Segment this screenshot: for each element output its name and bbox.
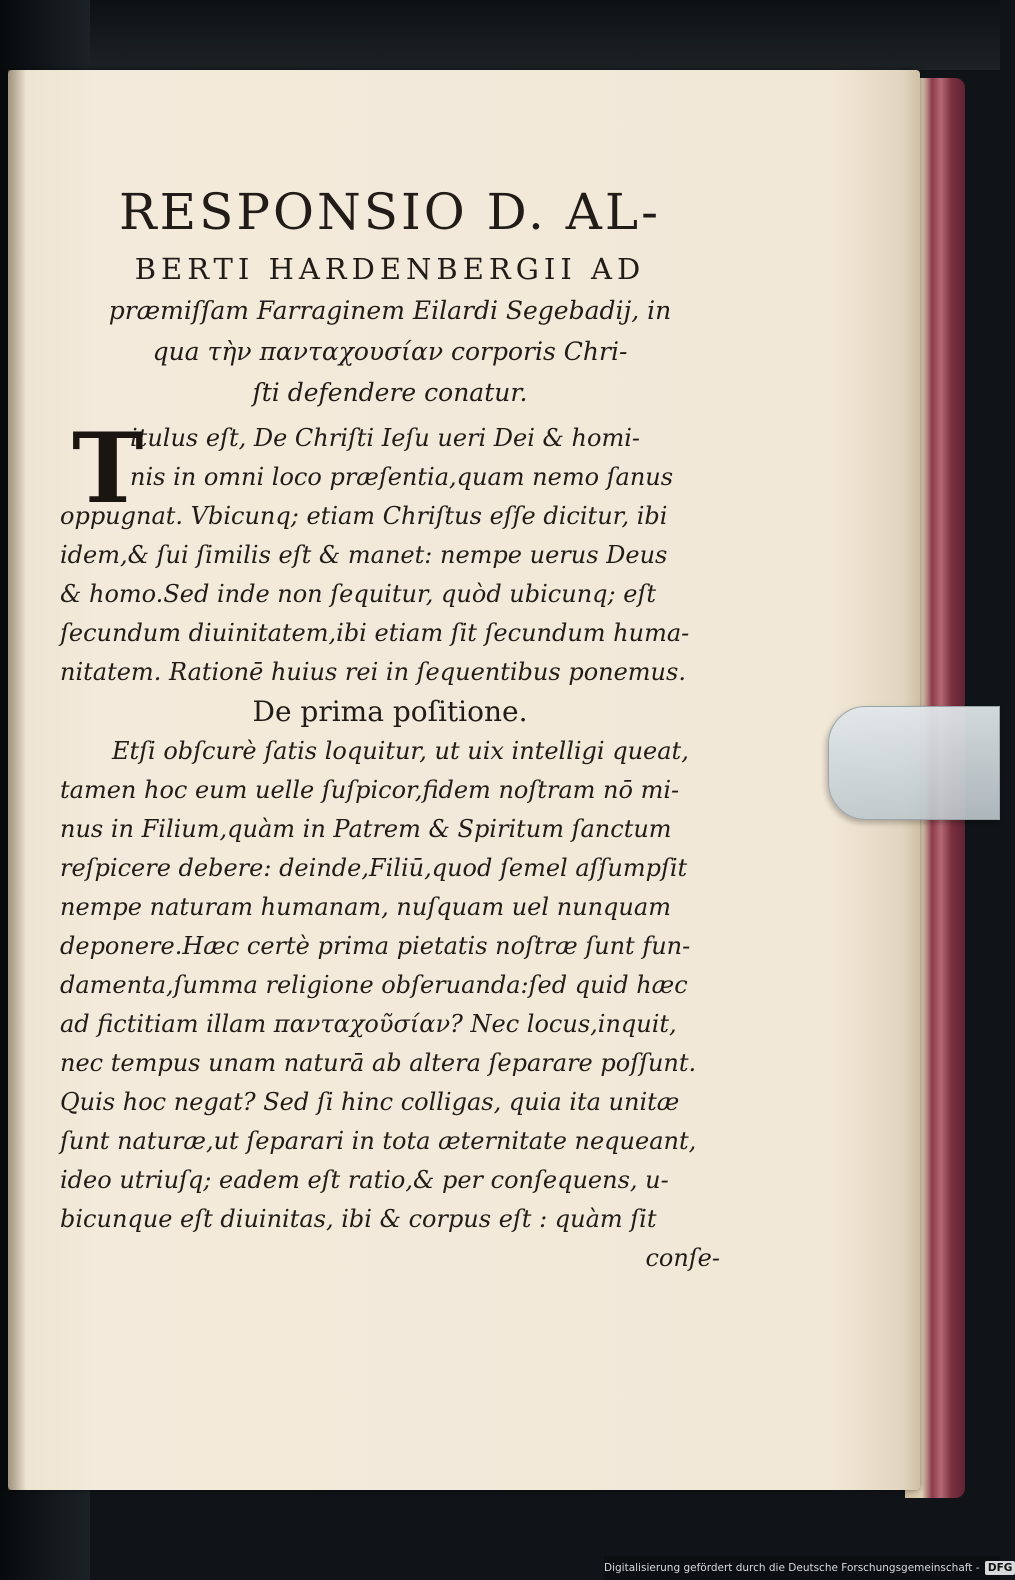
text-line: deponere.Hæc certè prima pietatis noſtræ ſunt fun- [60, 932, 691, 960]
text-line: oppugnat. Vbicunq; etiam Chriſtus eſſe dicitur, ibi [60, 502, 668, 530]
drop-capital: T [72, 412, 144, 525]
title-line-1: RESPONSIO D. AL- [119, 183, 661, 241]
opening-paragraph [60, 412, 720, 692]
title-line-3: præmiſſam Farraginem Eilardi Segebadij, in [108, 296, 672, 325]
text-line: bicunque eſt diuinitas, ibi & corpus eſt : quàm ſit [60, 1205, 657, 1233]
page-text [60, 178, 720, 1278]
scan-background-top [90, 0, 1000, 70]
footer-text: Digitalisierung gefördert durch die Deutsche Forschungsgemeinschaft - [604, 1562, 980, 1574]
dfg-logo: DFG [985, 1561, 1015, 1575]
body-paragraph [60, 732, 720, 1278]
text-line: & homo.Sed inde non ſequitur, quòd ubicunq; eſt [60, 580, 656, 608]
text-line: Etſi obſcurè ſatis loquitur, ut uix intelligi queat, [112, 737, 689, 765]
section-heading: De prima poſitione. [252, 695, 528, 728]
text-line: reſpicere debere: deinde,Filiū,quod ſemel aſſumpſit [60, 854, 688, 882]
text-line: idem,& ſui ſimilis eſt & manet: nempe uerus Deus [60, 541, 668, 569]
catchword: conſe- [645, 1244, 720, 1272]
text-line: ad fictitiam illam πανταχοῦσίαν? Nec locus,inquit, [60, 1010, 677, 1038]
text-line: nis in omni loco præſentia,quam nemo ſanus [130, 463, 674, 491]
text-line: ſecundum diuinitatem,ibi etiam ſit ſecundum huma- [60, 619, 690, 647]
title-line-5: ſti defendere conatur. [252, 378, 528, 407]
text-line: ſunt naturæ,ut ſeparari in tota æternitate nequeant, [60, 1127, 697, 1155]
text-line: tamen hoc eum uelle ſuſpicor,fidem noſtram nō mi- [60, 776, 680, 804]
text-line: nus in Filium,quàm in Patrem & Spiritum ſanctum [60, 815, 672, 843]
text-line: ideo utriuſq; eadem eſt ratio,& per conſequens, u- [60, 1166, 669, 1194]
text-line: nempe naturam humanam, nuſquam uel nunquam [60, 893, 671, 921]
text-line: nitatem. Rationē huius rei in ſequentibus ponemus. [60, 658, 686, 686]
digitization-footer [604, 1556, 1013, 1580]
page-gutter-shadow [8, 70, 26, 1490]
text-line: Quis hoc negat? Sed ſi hinc colligas, quia ita unitæ [60, 1088, 680, 1116]
title-line-4: qua τὴν πανταχουσίαν corporis Chri- [152, 337, 628, 366]
text-line: nec tempus unam naturā ab altera ſeparare poſſunt. [60, 1049, 697, 1077]
page-clip [828, 706, 1000, 820]
text-line: itulus eſt, De Chriſti Ieſu ueri Dei & homi- [130, 424, 640, 452]
title-line-2: BERTI HARDENBERGII AD [134, 252, 646, 286]
text-line: damenta,ſumma religione obſeruanda:ſed quid hæc [60, 971, 688, 999]
